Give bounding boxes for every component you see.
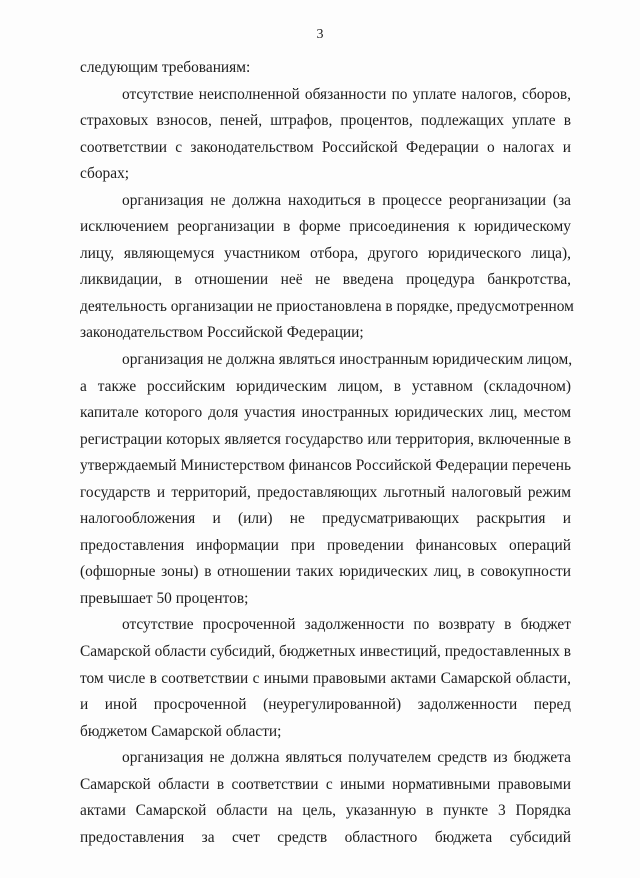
text-line: предоставления информации при проведении финансовых операций (80, 536, 571, 554)
text-line: лицу, являющемуся участником отбора, другого юридического лица), (80, 244, 571, 262)
text-line: Самарской области в соответствии с иными нормативными правовыми (80, 775, 571, 793)
text-line: соответствии с законодательством Российской Федерации о налогах и (80, 138, 571, 156)
text-line: следующим требованиям: (80, 59, 251, 76)
text-line: страховых взносов, пеней, штрафов, процентов, подлежащих уплате в (80, 112, 571, 130)
text-line: сборах; (80, 165, 130, 183)
document-body (80, 55, 574, 851)
text-line: актами Самарской области на цель, указанную в пункте 3 Порядка (80, 802, 571, 820)
text-line: (офшорные зоны) в отношении таких юридических лиц, в совокупности (80, 563, 571, 581)
text-line: предоставления за счет средств областного бюджета субсидий (80, 828, 571, 846)
text-line: бюджетом Самарской области; (80, 722, 282, 740)
text-line: отсутствие неисполненной обязанности по уплате налогов, сборов, (122, 85, 571, 103)
text-line: том числе в соответствии с иными правовыми актами Самарской области, (80, 669, 571, 687)
text-line: исключением реорганизации в форме присоединения к юридическому (80, 218, 571, 236)
text-line: деятельность организации не приостановлена в порядке, предусмотренном (80, 297, 574, 315)
text-line: законодательством Российской Федерации; (80, 324, 364, 342)
text-line: и иной просроченной (неурегулированной) задолженности перед (80, 696, 571, 714)
text-line: превышает 50 процентов; (80, 589, 249, 607)
page-number: 3 (316, 27, 324, 42)
text-line: капитале которого доля участия иностранных юридических лиц, местом (80, 404, 571, 422)
text-line: государств и территорий, предоставляющих льготный налоговый режим (80, 483, 571, 501)
text-line: утверждаемый Министерством финансов Российской Федерации перечень (80, 457, 572, 475)
text-line: ликвидации, в отношении неё не введена процедура банкротства, (80, 271, 571, 289)
text-line: организация не должна являться получателем средств из бюджета (122, 749, 571, 767)
text-line: а также российским юридическим лицом, в уставном (складочном) (80, 377, 571, 395)
text-line: Самарской области субсидий, бюджетных инвестиций, предоставленных в (80, 643, 571, 661)
text-line: регистрации которых является государство или территория, включенные в (80, 430, 571, 448)
text-line: отсутствие просроченной задолженности по возврату в бюджет (122, 616, 571, 634)
text-line: организация не должна находиться в процессе реорганизации (за (122, 191, 571, 209)
text-line: организация не должна являться иностранным юридическим лицом, (122, 351, 573, 369)
text-line: налогообложения и (или) не предусматривающих раскрытия и (80, 510, 571, 528)
